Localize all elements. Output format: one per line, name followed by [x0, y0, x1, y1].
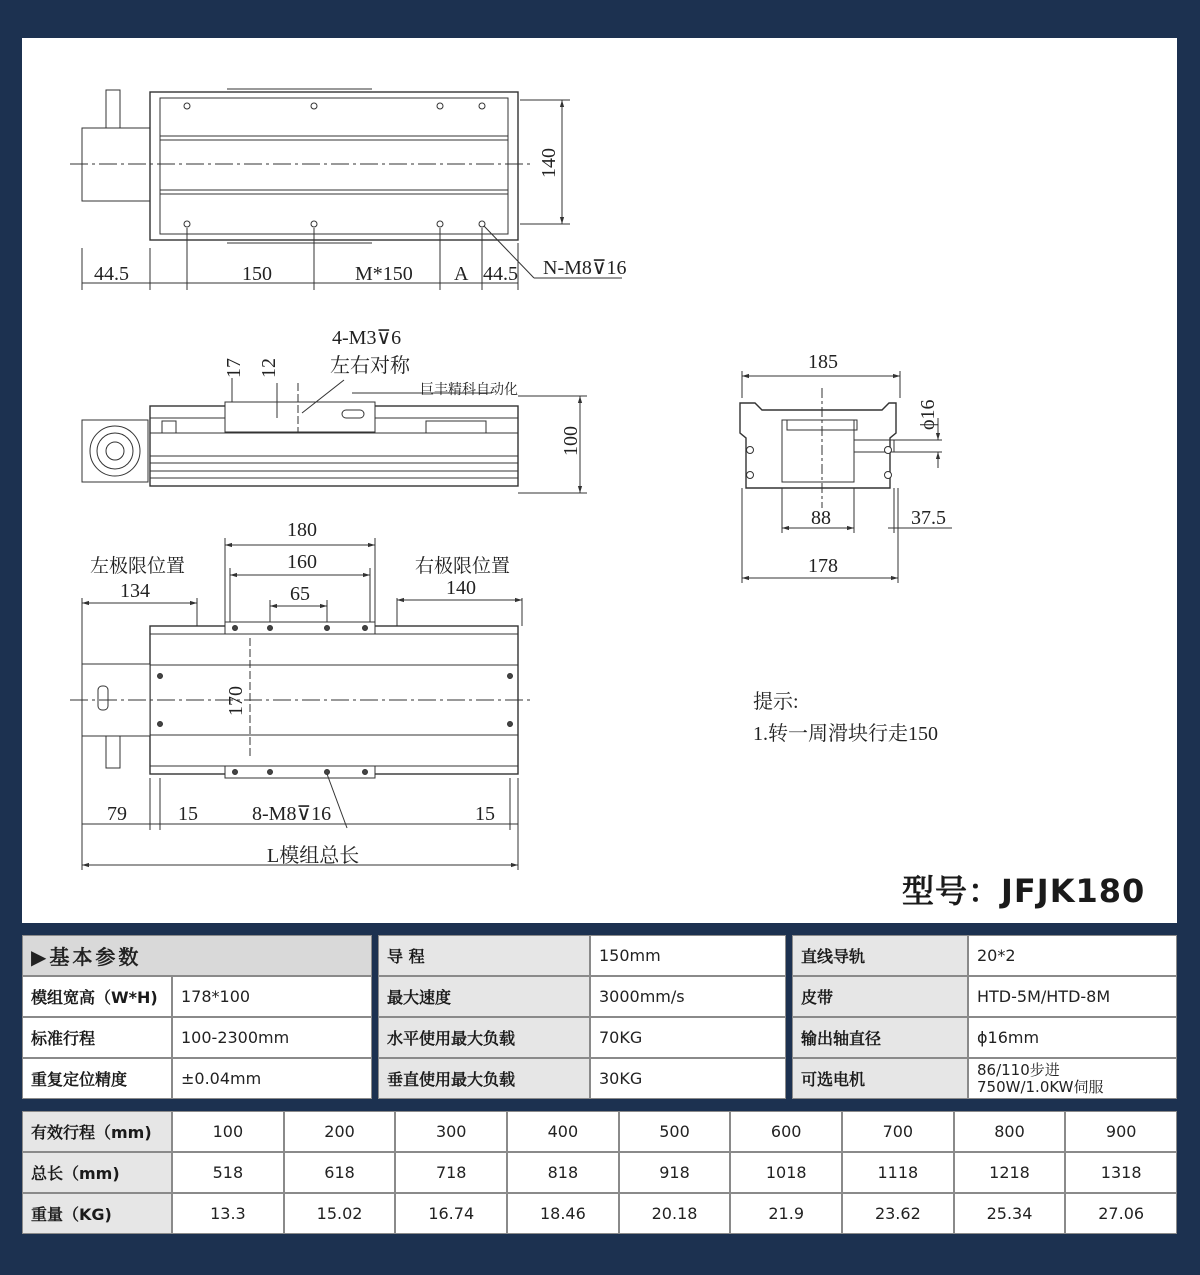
- table-cell: 300: [395, 1111, 507, 1152]
- table-cell: 500: [619, 1111, 731, 1152]
- table-cell: 818: [507, 1152, 619, 1193]
- dim-12: 12: [258, 358, 280, 378]
- dim-178: 178: [808, 555, 838, 577]
- left-limit-label: 左极限位置: [90, 555, 186, 577]
- table-cell: 21.9: [730, 1193, 842, 1234]
- dim-180: 180: [287, 519, 317, 541]
- spec-value-hload: 70KG: [590, 1017, 786, 1058]
- tip-line: 1.转一周滑块行走150: [753, 723, 938, 745]
- spec-value-shaft: ϕ16mm: [968, 1017, 1177, 1058]
- table-cell: 918: [619, 1152, 731, 1193]
- table-row: [22, 1193, 1177, 1234]
- dim-17: 17: [223, 358, 245, 378]
- table-cell: 100: [172, 1111, 284, 1152]
- dim-d16: ϕ16: [917, 399, 939, 430]
- spec-label-speed: 最大速度: [378, 976, 590, 1017]
- stroke-table: [22, 1111, 1177, 1234]
- table-cell: 16.74: [395, 1193, 507, 1234]
- brand-text: 巨丰精科自动化: [420, 382, 518, 398]
- hole-note: N-M8⊽16: [543, 257, 627, 279]
- dim-a: A: [454, 263, 469, 285]
- row-label-weight: 重量（KG): [22, 1193, 172, 1234]
- table-row: [22, 1152, 1177, 1193]
- spec-label-motor: 可选电机: [792, 1058, 968, 1099]
- table-cell: 618: [284, 1152, 396, 1193]
- spec-label-shaft: 输出轴直径: [792, 1017, 968, 1058]
- spec-value-rail: 20*2: [968, 935, 1177, 976]
- right-limit-label: 右极限位置: [415, 555, 511, 577]
- table-cell: 13.3: [172, 1193, 284, 1234]
- dim-37-5: 37.5: [911, 507, 946, 529]
- dim-170: 170: [225, 686, 247, 716]
- table-cell: 1318: [1065, 1152, 1177, 1193]
- table-cell: 518: [172, 1152, 284, 1193]
- tip-title: 提示:: [753, 691, 799, 713]
- table-cell: 25.34: [954, 1193, 1066, 1234]
- spec-value-vload: 30KG: [590, 1058, 786, 1099]
- table-cell: 600: [730, 1111, 842, 1152]
- spec-label-vload: 垂直使用最大负载: [378, 1058, 590, 1099]
- dim-44-5-right: 44.5: [483, 263, 518, 285]
- table-cell: 15.02: [284, 1193, 396, 1234]
- spec-value-motor: 86/110步进 750W/1.0KW伺服: [968, 1058, 1177, 1099]
- dim-160: 160: [287, 551, 317, 573]
- table-cell: 200: [284, 1111, 396, 1152]
- table-cell: 23.62: [842, 1193, 954, 1234]
- table-cell: 1118: [842, 1152, 954, 1193]
- dim-79: 79: [107, 803, 127, 825]
- dim-140: 140: [446, 577, 476, 599]
- spec-header: ▶基本参数: [22, 935, 372, 976]
- spec-label-accuracy: 重复定位精度: [22, 1058, 172, 1099]
- spec-value-size: 178*100: [172, 976, 372, 1017]
- spec-label-lead: 导 程: [378, 935, 590, 976]
- table-cell: 718: [395, 1152, 507, 1193]
- table-cell: 27.06: [1065, 1193, 1177, 1234]
- dim-88: 88: [811, 507, 831, 529]
- row-label-length: 总长（mm): [22, 1152, 172, 1193]
- spec-value-lead: 150mm: [590, 935, 786, 976]
- dim-134: 134: [120, 580, 150, 602]
- dim-15-left: 15: [178, 803, 198, 825]
- top-view: [70, 89, 622, 290]
- row-label-stroke: 有效行程（mm): [22, 1111, 172, 1152]
- spec-value-belt: HTD-5M/HTD-8M: [968, 976, 1177, 1017]
- dim-65: 65: [290, 583, 310, 605]
- side-note-2: 左右对称: [330, 355, 410, 377]
- table-cell: 900: [1065, 1111, 1177, 1152]
- table-cell: 700: [842, 1111, 954, 1152]
- side-note-1: 4-M3⊽6: [332, 327, 402, 349]
- table-row: [22, 1111, 1177, 1152]
- table-cell: 400: [507, 1111, 619, 1152]
- bottom-holes-note: 8-M8⊽16: [252, 803, 332, 825]
- spec-label-rail: 直线导轨: [792, 935, 968, 976]
- spec-value-accuracy: ±0.04mm: [172, 1058, 372, 1099]
- table-cell: 1018: [730, 1152, 842, 1193]
- dim-100: 100: [560, 426, 582, 456]
- dim-140-top: 140: [538, 148, 560, 178]
- technical-drawing: [22, 38, 1177, 923]
- spec-value-speed: 3000mm/s: [590, 976, 786, 1017]
- spec-label-hload: 水平使用最大负载: [378, 1017, 590, 1058]
- dim-m150: M*150: [355, 263, 413, 285]
- dim-44-5-left: 44.5: [94, 263, 129, 285]
- dim-150: 150: [242, 263, 272, 285]
- table-cell: 800: [954, 1111, 1066, 1152]
- spec-label-stroke: 标准行程: [22, 1017, 172, 1058]
- table-cell: 1218: [954, 1152, 1066, 1193]
- table-cell: 20.18: [619, 1193, 731, 1234]
- total-length-label: L模组总长: [267, 845, 360, 867]
- table-cell: 18.46: [507, 1193, 619, 1234]
- drawing-panel: [22, 38, 1177, 923]
- dim-15-right: 15: [475, 803, 495, 825]
- spec-label-size: 模组宽高（W*H): [22, 976, 172, 1017]
- spec-table: [22, 935, 1177, 1099]
- spec-label-belt: 皮带: [792, 976, 968, 1017]
- model-label: 型号：JFJK180: [902, 872, 1146, 910]
- spec-value-stroke: 100-2300mm: [172, 1017, 372, 1058]
- dim-185: 185: [808, 351, 838, 373]
